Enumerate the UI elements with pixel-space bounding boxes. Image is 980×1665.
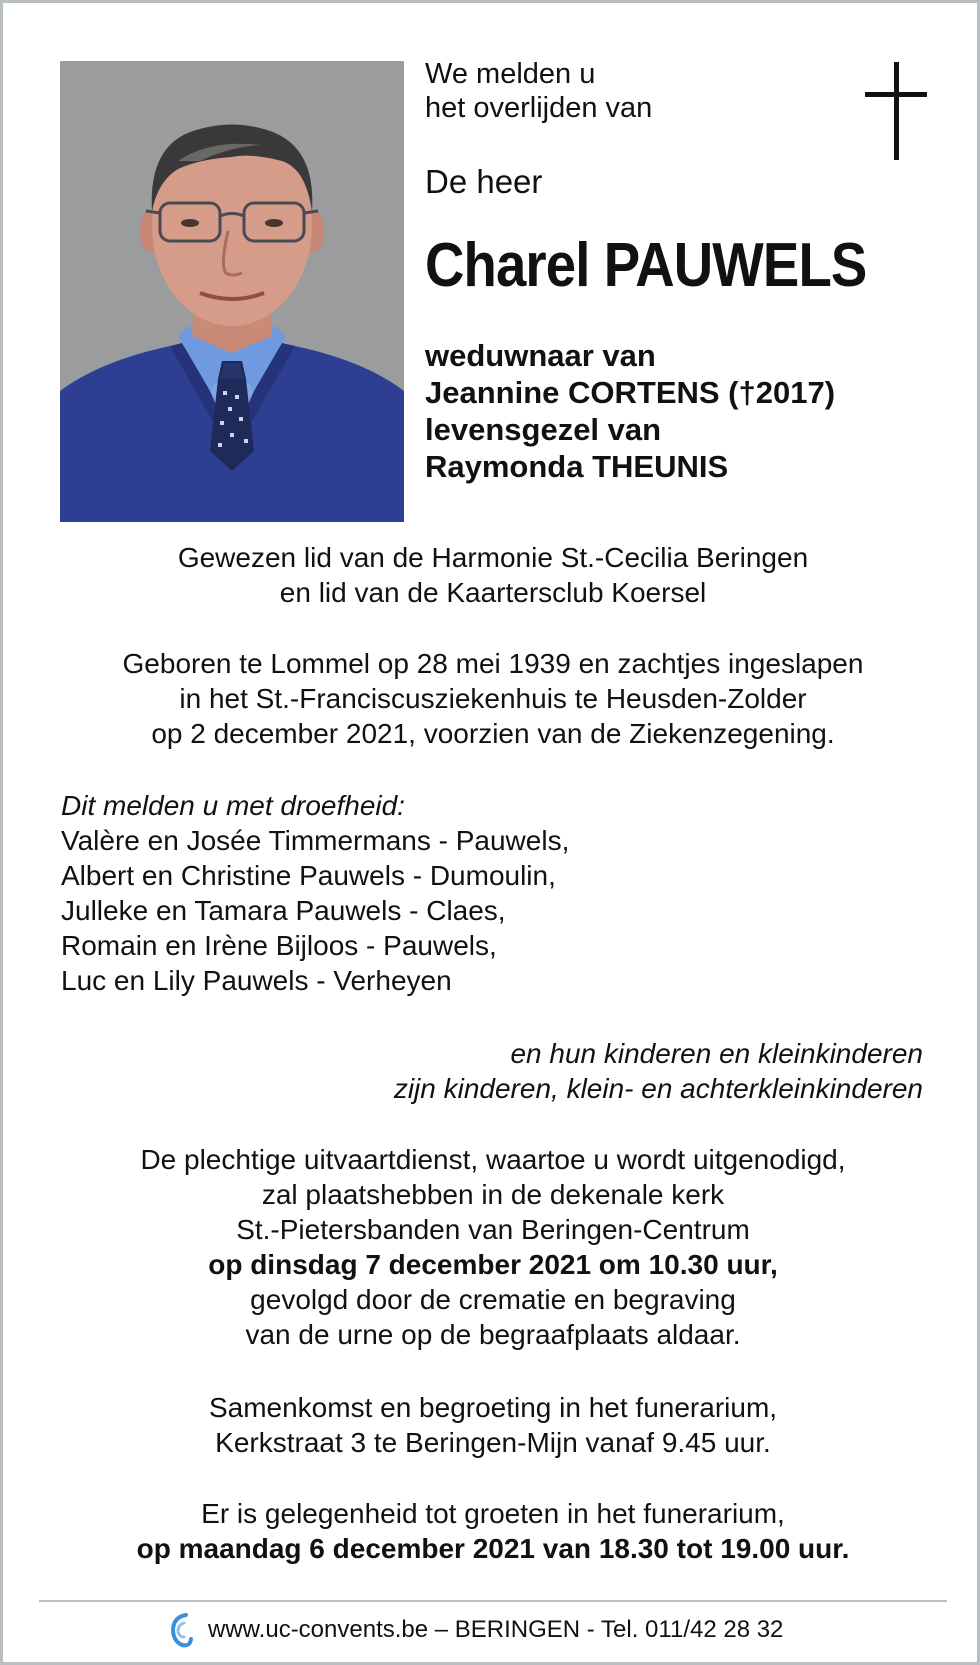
service-line: gevolgd door de crematie en begraving [250,1284,736,1315]
birth-death-line: in het St.-Franciscusziekenhuis te Heusden-Zolder [179,683,807,714]
birth-death-text [43,646,943,751]
birth-death-line: op 2 december 2021, voorzien van de Ziekenzegening. [151,718,835,749]
relations [425,337,835,485]
service-line: zal plaatshebben in de dekenale kerk [261,1179,725,1210]
portrait-photo [60,61,404,522]
intro-line: het overlijden van [425,92,653,124]
descendants-line: zijn kinderen, klein- en achterkleinkinderen [393,1073,923,1104]
service-text [43,1142,943,1352]
intro-line: We melden u [425,58,596,90]
cross-icon [865,62,927,160]
gathering-line: Samenkomst en begroeting in het funerarium, [208,1392,778,1423]
visitation-line: Er is gelegenheid tot groeten in het funerarium, [201,1498,785,1529]
mourners-heading: Dit melden u met droefheid: [61,790,405,821]
footer-divider [39,1600,947,1602]
footer-contact[interactable]: www.uc-convents.be – BERINGEN - Tel. 011/42 28 32 [208,1616,784,1643]
relation-line: weduwnaar van [425,338,656,373]
descendants-text [61,1036,923,1106]
mourner-line: Luc en Lily Pauwels - Verheyen [61,965,452,996]
relation-line: levensgezel van [425,412,662,447]
gathering-text [43,1390,943,1460]
honorific: De heer [425,163,543,200]
membership-line: Gewezen lid van de Harmonie St.-Cecilia Beringen [177,542,809,573]
mourner-line: Julleke en Tamara Pauwels - Claes, [61,895,506,926]
mourners-list [61,788,921,998]
relation-line: Raymonda THEUNIS [425,449,729,484]
service-date: op dinsdag 7 december 2021 om 10.30 uur, [208,1249,778,1280]
service-line: St.-Pietersbanden van Beringen-Centrum [236,1214,750,1245]
service-line: De plechtige uitvaartdienst, waartoe u wordt uitgenodigd, [140,1144,846,1175]
descendants-line: en hun kinderen en kleinkinderen [510,1038,923,1069]
uc-convents-logo-icon [168,1611,194,1649]
visitation-text [43,1496,943,1566]
service-line: van de urne op de begraafplaats aldaar. [245,1319,741,1350]
mourner-line: Romain en Irène Bijloos - Pauwels, [61,930,497,961]
mourner-line: Valère en Josée Timmermans - Pauwels, [61,825,570,856]
membership-text [43,540,943,610]
relation-line: Jeannine CORTENS (†2017) [425,375,836,410]
gathering-line: Kerkstraat 3 te Beringen-Mijn vanaf 9.45 uur. [215,1427,771,1458]
intro-text [425,57,652,125]
mourner-line: Albert en Christine Pauwels - Dumoulin, [61,860,556,891]
visitation-date: op maandag 6 december 2021 van 18.30 tot 19.00 uur. [136,1533,850,1564]
birth-death-line: Geboren te Lommel op 28 mei 1939 en zachtjes ingeslapen [122,648,864,679]
membership-line: en lid van de Kaartersclub Koersel [279,577,707,608]
footer [168,1610,783,1650]
deceased-name: Charel PAUWELS [425,231,867,300]
